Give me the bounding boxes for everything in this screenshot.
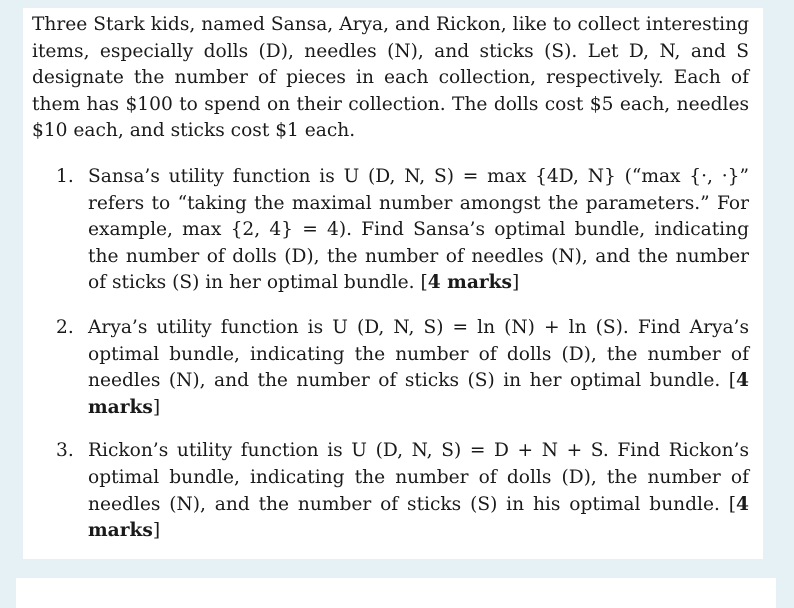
question-list xyxy=(32,164,749,545)
question-item xyxy=(32,315,749,421)
question-number: 3. xyxy=(56,440,74,462)
question-number: 2. xyxy=(56,316,74,338)
marks-close-bracket: ] xyxy=(152,520,161,542)
marks-open-bracket: [ xyxy=(728,493,737,515)
question-item xyxy=(32,164,749,297)
question-text: Sansa’s utility function is U (D, N, S) = max {4D, N} (“max {·, ·}” refers to “taking the maximal number amongst the parameters.” For example, max {2, 4} = 4). Find Sansa’s optimal bundle, indicating the number of dolls (D), the number of needles (N), and the number of sticks (S) in her optimal bundle. xyxy=(88,165,749,294)
question-item xyxy=(32,438,749,544)
next-card xyxy=(16,578,776,608)
marks-open-bracket: [ xyxy=(420,272,428,294)
question-text: Arya’s utility function is U (D, N, S) = ln (N) + ln (S). Find Arya’s optimal bundle, indicating the number of dolls (D), the number of needles (N), and the number of sticks (S) in her optimal bundle. xyxy=(88,316,749,392)
question-number: 1. xyxy=(56,165,74,187)
marks-open-bracket: [ xyxy=(728,370,737,392)
marks-close-bracket: ] xyxy=(152,396,161,418)
marks-label: 4 marks xyxy=(88,370,749,418)
marks-label: 4 marks xyxy=(88,493,749,542)
problem-card xyxy=(23,8,763,559)
question-text: Rickon’s utility function is U (D, N, S) = D + N + S. Find Rickon’s optimal bundle, indicating the number of dolls (D), the number of needles (N), and the number of sticks (S) in his optimal bundle. xyxy=(88,440,749,515)
question-marks xyxy=(420,272,519,293)
marks-close-bracket: ] xyxy=(512,272,520,294)
marks-label: 4 marks xyxy=(427,272,513,294)
problem-intro: Three Stark kids, named Sansa, Arya, and Rickon, like to collect interesting items, especially dolls (D), needles (N), and sticks (S). Let D, N, and S designate the number of pieces in each collection, respectively. Each of them has $100 to spend on their collection. The dolls cost $5 each, needles $10 each, and sticks cost $1 each. xyxy=(32,14,749,142)
problem-content xyxy=(32,12,749,545)
